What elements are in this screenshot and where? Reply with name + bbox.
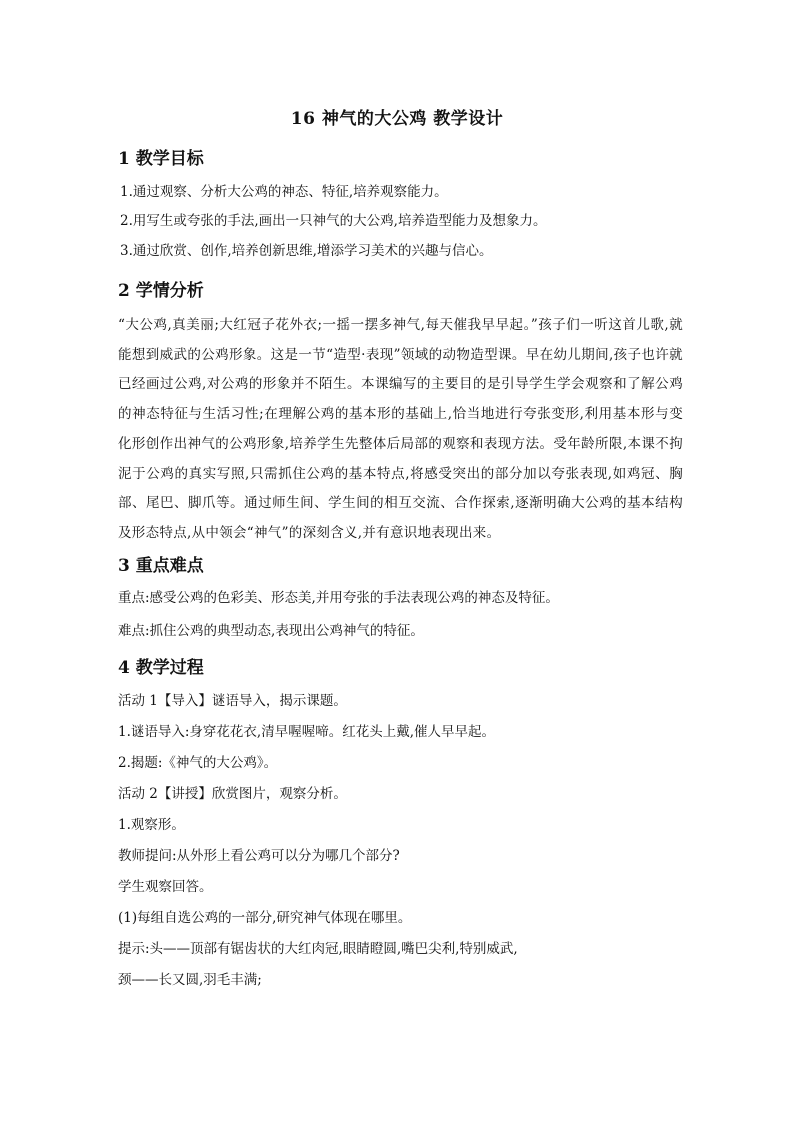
goal-item: 3.通过欣赏、创作,培养创新思维,增添学习美术的兴趣与信心。 — [120, 243, 493, 259]
difficult-point-item: 难点:抓住公鸡的典型动态,表现出公鸡神气的特征。 — [118, 622, 424, 639]
key-point-item: 重点:感受公鸡的色彩美、形态美,并用夸张的手法表现公鸡的神态及特征。 — [118, 589, 559, 606]
section-heading-process: 4 教学过程 — [118, 657, 204, 678]
section-heading-analysis: 2 学情分析 — [118, 281, 204, 301]
goal-item: 1.通过观察、分析大公鸡的神态、特征,培养观察能力。 — [120, 184, 448, 200]
process-line: 提示:头——顶部有锯齿状的大红肉冠,眼睛瞪圆,嘴巴尖利,特别威武, — [118, 940, 518, 957]
process-line: (1)每组自选公鸡的一部分,研究神气体现在哪里。 — [118, 909, 412, 926]
process-line: 颈——长又圆,羽毛丰满; — [118, 971, 262, 988]
process-line: 活动 1【导入】谜语导入，揭示课题。 — [118, 692, 347, 709]
process-line: 2.揭题:《神气的大公鸡》。 — [118, 754, 278, 771]
process-line: 活动 2【讲授】欣赏图片，观察分析。 — [118, 785, 347, 802]
analysis-paragraph: “大公鸡,真美丽;大红冠子花外衣;一摇一摆多神气,每天催我早早起。”孩子们一听这首儿歌,就能想到威武的公鸡形象。这是一节“造型·表现”领域的动物造型课。早在幼儿期间,孩子也许就已经画过公鸡,对公鸡的形象并不陌生。本课编写的主要目的是引导学生学会观察和了解公鸡的神态特征与生活习性;在理解公鸡的基本形的基础上,恰当地进行夸张变形,利用基本形与变化形创作出神气的公鸡形象,培养学生先整体后局部的观察和表现方法。受年龄所限,本课不拘泥于公鸡的真实写照,只需抓住公鸡的基本特点,将感受突出的部分加以夸张表现,如鸡冠、胸部、尾巴、脚爪等。通过师生间、学生间的相互交流、合作探索,逐渐明确大公鸡的基本结构及形态特点,从中领会“神气”的深刻含义,并有意识地表现出来。 — [118, 317, 683, 541]
process-line: 学生观察回答。 — [118, 878, 213, 895]
document-body — [118, 146, 683, 996]
section-heading-key-points: 3 重点难点 — [118, 555, 204, 576]
process-line: 教师提问:从外形上看公鸡可以分为哪几个部分? — [118, 847, 400, 864]
process-line: 1.谜语导入:身穿花花衣,清早喔喔啼。红花头上戴,催人早早起。 — [118, 723, 496, 740]
process-line: 1.观察形。 — [118, 816, 185, 833]
section-heading-goals: 1 教学目标 — [118, 149, 204, 169]
document-title: 16 神气的大公鸡 教学设计 — [290, 109, 504, 129]
goal-item: 2.用写生或夸张的手法,画出一只神气的大公鸡,培养造型能力及想象力。 — [120, 213, 547, 229]
